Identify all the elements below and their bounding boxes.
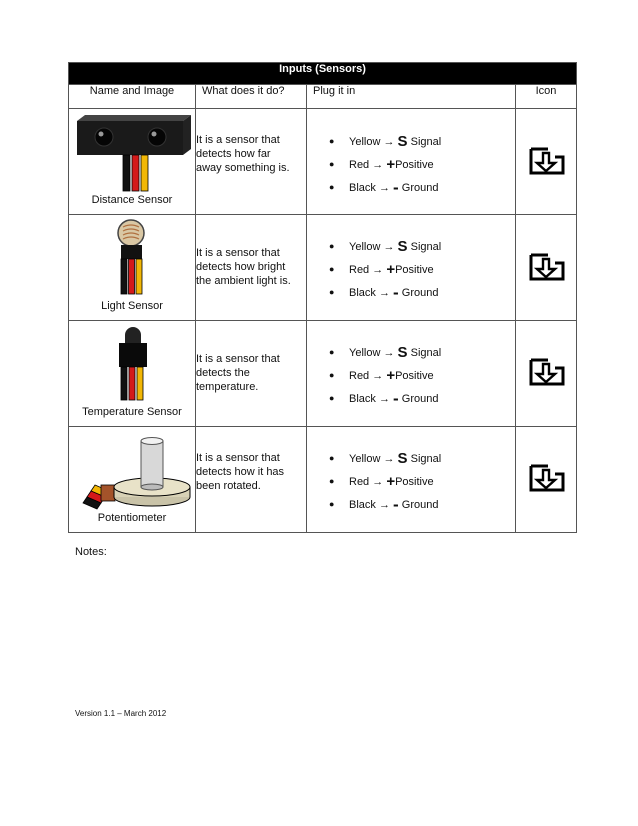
positive-symbol: + bbox=[386, 156, 396, 173]
description-line: away something is. bbox=[196, 162, 290, 174]
sensors-table bbox=[68, 62, 577, 533]
description-cell bbox=[196, 321, 307, 427]
table-row bbox=[69, 427, 577, 533]
ground-symbol: - bbox=[393, 495, 399, 514]
name-cell bbox=[69, 215, 196, 321]
description-line: detects the bbox=[196, 367, 250, 379]
notes-label: Notes: bbox=[75, 546, 107, 558]
table-row bbox=[69, 321, 577, 427]
input-tray-icon bbox=[528, 252, 566, 282]
signal-symbol: S bbox=[397, 133, 408, 150]
ground-symbol: - bbox=[393, 389, 399, 408]
description-line: been rotated. bbox=[196, 480, 261, 492]
plug-item-positive: ● Red → +Positive bbox=[329, 473, 434, 490]
plug-item-signal: ● Yellow → S Signal bbox=[329, 344, 442, 361]
signal-symbol: S bbox=[397, 344, 408, 361]
sensor-name: Potentiometer bbox=[97, 512, 167, 524]
plug-list bbox=[307, 447, 515, 516]
plug-item-positive: ● Red → +Positive bbox=[329, 156, 434, 173]
description-line: It is a sensor that bbox=[196, 134, 280, 146]
plug-cell bbox=[307, 109, 516, 215]
icon-cell bbox=[516, 215, 577, 321]
input-tray-icon bbox=[528, 146, 566, 176]
plug-cell bbox=[307, 215, 516, 321]
plug-item-ground: ● Black → - Ground bbox=[329, 389, 439, 408]
input-tray-icon bbox=[528, 357, 566, 387]
plug-item-signal: ● Yellow → S Signal bbox=[329, 450, 442, 467]
plug-list bbox=[307, 341, 515, 410]
description-line: the ambient light is. bbox=[196, 275, 291, 287]
header-what-does-it-do: What does it do? bbox=[196, 85, 307, 109]
positive-symbol: + bbox=[386, 367, 396, 384]
description-line: It is a sensor that bbox=[196, 452, 280, 464]
description-line: temperature. bbox=[196, 381, 259, 393]
table-row bbox=[69, 215, 577, 321]
description-cell bbox=[196, 427, 307, 533]
description-line: It is a sensor that bbox=[196, 247, 280, 259]
description-line: detects how far bbox=[196, 148, 271, 160]
sensor-name: Temperature Sensor bbox=[82, 406, 182, 418]
header-plug-it-in: Plug it in bbox=[307, 85, 516, 109]
header-icon: Icon bbox=[516, 85, 577, 109]
plug-cell bbox=[307, 427, 516, 533]
signal-symbol: S bbox=[397, 450, 408, 467]
positive-symbol: + bbox=[386, 261, 396, 278]
sensor-name: Light Sensor bbox=[101, 300, 163, 312]
signal-symbol: S bbox=[397, 238, 408, 255]
plug-item-ground: ● Black → - Ground bbox=[329, 283, 439, 302]
plug-item-ground: ● Black → - Ground bbox=[329, 495, 439, 514]
table-row bbox=[69, 109, 577, 215]
plug-item-signal: ● Yellow → S Signal bbox=[329, 133, 442, 150]
name-cell bbox=[69, 321, 196, 427]
ground-symbol: - bbox=[393, 283, 399, 302]
name-cell bbox=[69, 109, 196, 215]
table-title: Inputs (Sensors) bbox=[69, 63, 577, 85]
plug-list bbox=[307, 235, 515, 304]
plug-item-positive: ● Red → +Positive bbox=[329, 367, 434, 384]
description-line: detects how bright bbox=[196, 261, 286, 273]
ground-symbol: - bbox=[393, 178, 399, 197]
icon-cell bbox=[516, 321, 577, 427]
header-name-and-image: Name and Image bbox=[69, 85, 196, 109]
description-cell bbox=[196, 215, 307, 321]
plug-item-positive: ● Red → +Positive bbox=[329, 261, 434, 278]
input-tray-icon bbox=[528, 463, 566, 493]
plug-cell bbox=[307, 321, 516, 427]
description-line: detects how it has bbox=[196, 466, 285, 478]
description-line: It is a sensor that bbox=[196, 353, 280, 365]
plug-list bbox=[307, 130, 515, 199]
icon-cell bbox=[516, 427, 577, 533]
plug-item-ground: ● Black → - Ground bbox=[329, 178, 439, 197]
name-cell bbox=[69, 427, 196, 533]
icon-cell bbox=[516, 109, 577, 215]
sensor-name: Distance Sensor bbox=[91, 194, 173, 206]
version-footer: Version 1.1 – March 2012 bbox=[75, 709, 167, 718]
positive-symbol: + bbox=[386, 473, 396, 490]
description-cell bbox=[196, 109, 307, 215]
plug-item-signal: ● Yellow → S Signal bbox=[329, 238, 442, 255]
